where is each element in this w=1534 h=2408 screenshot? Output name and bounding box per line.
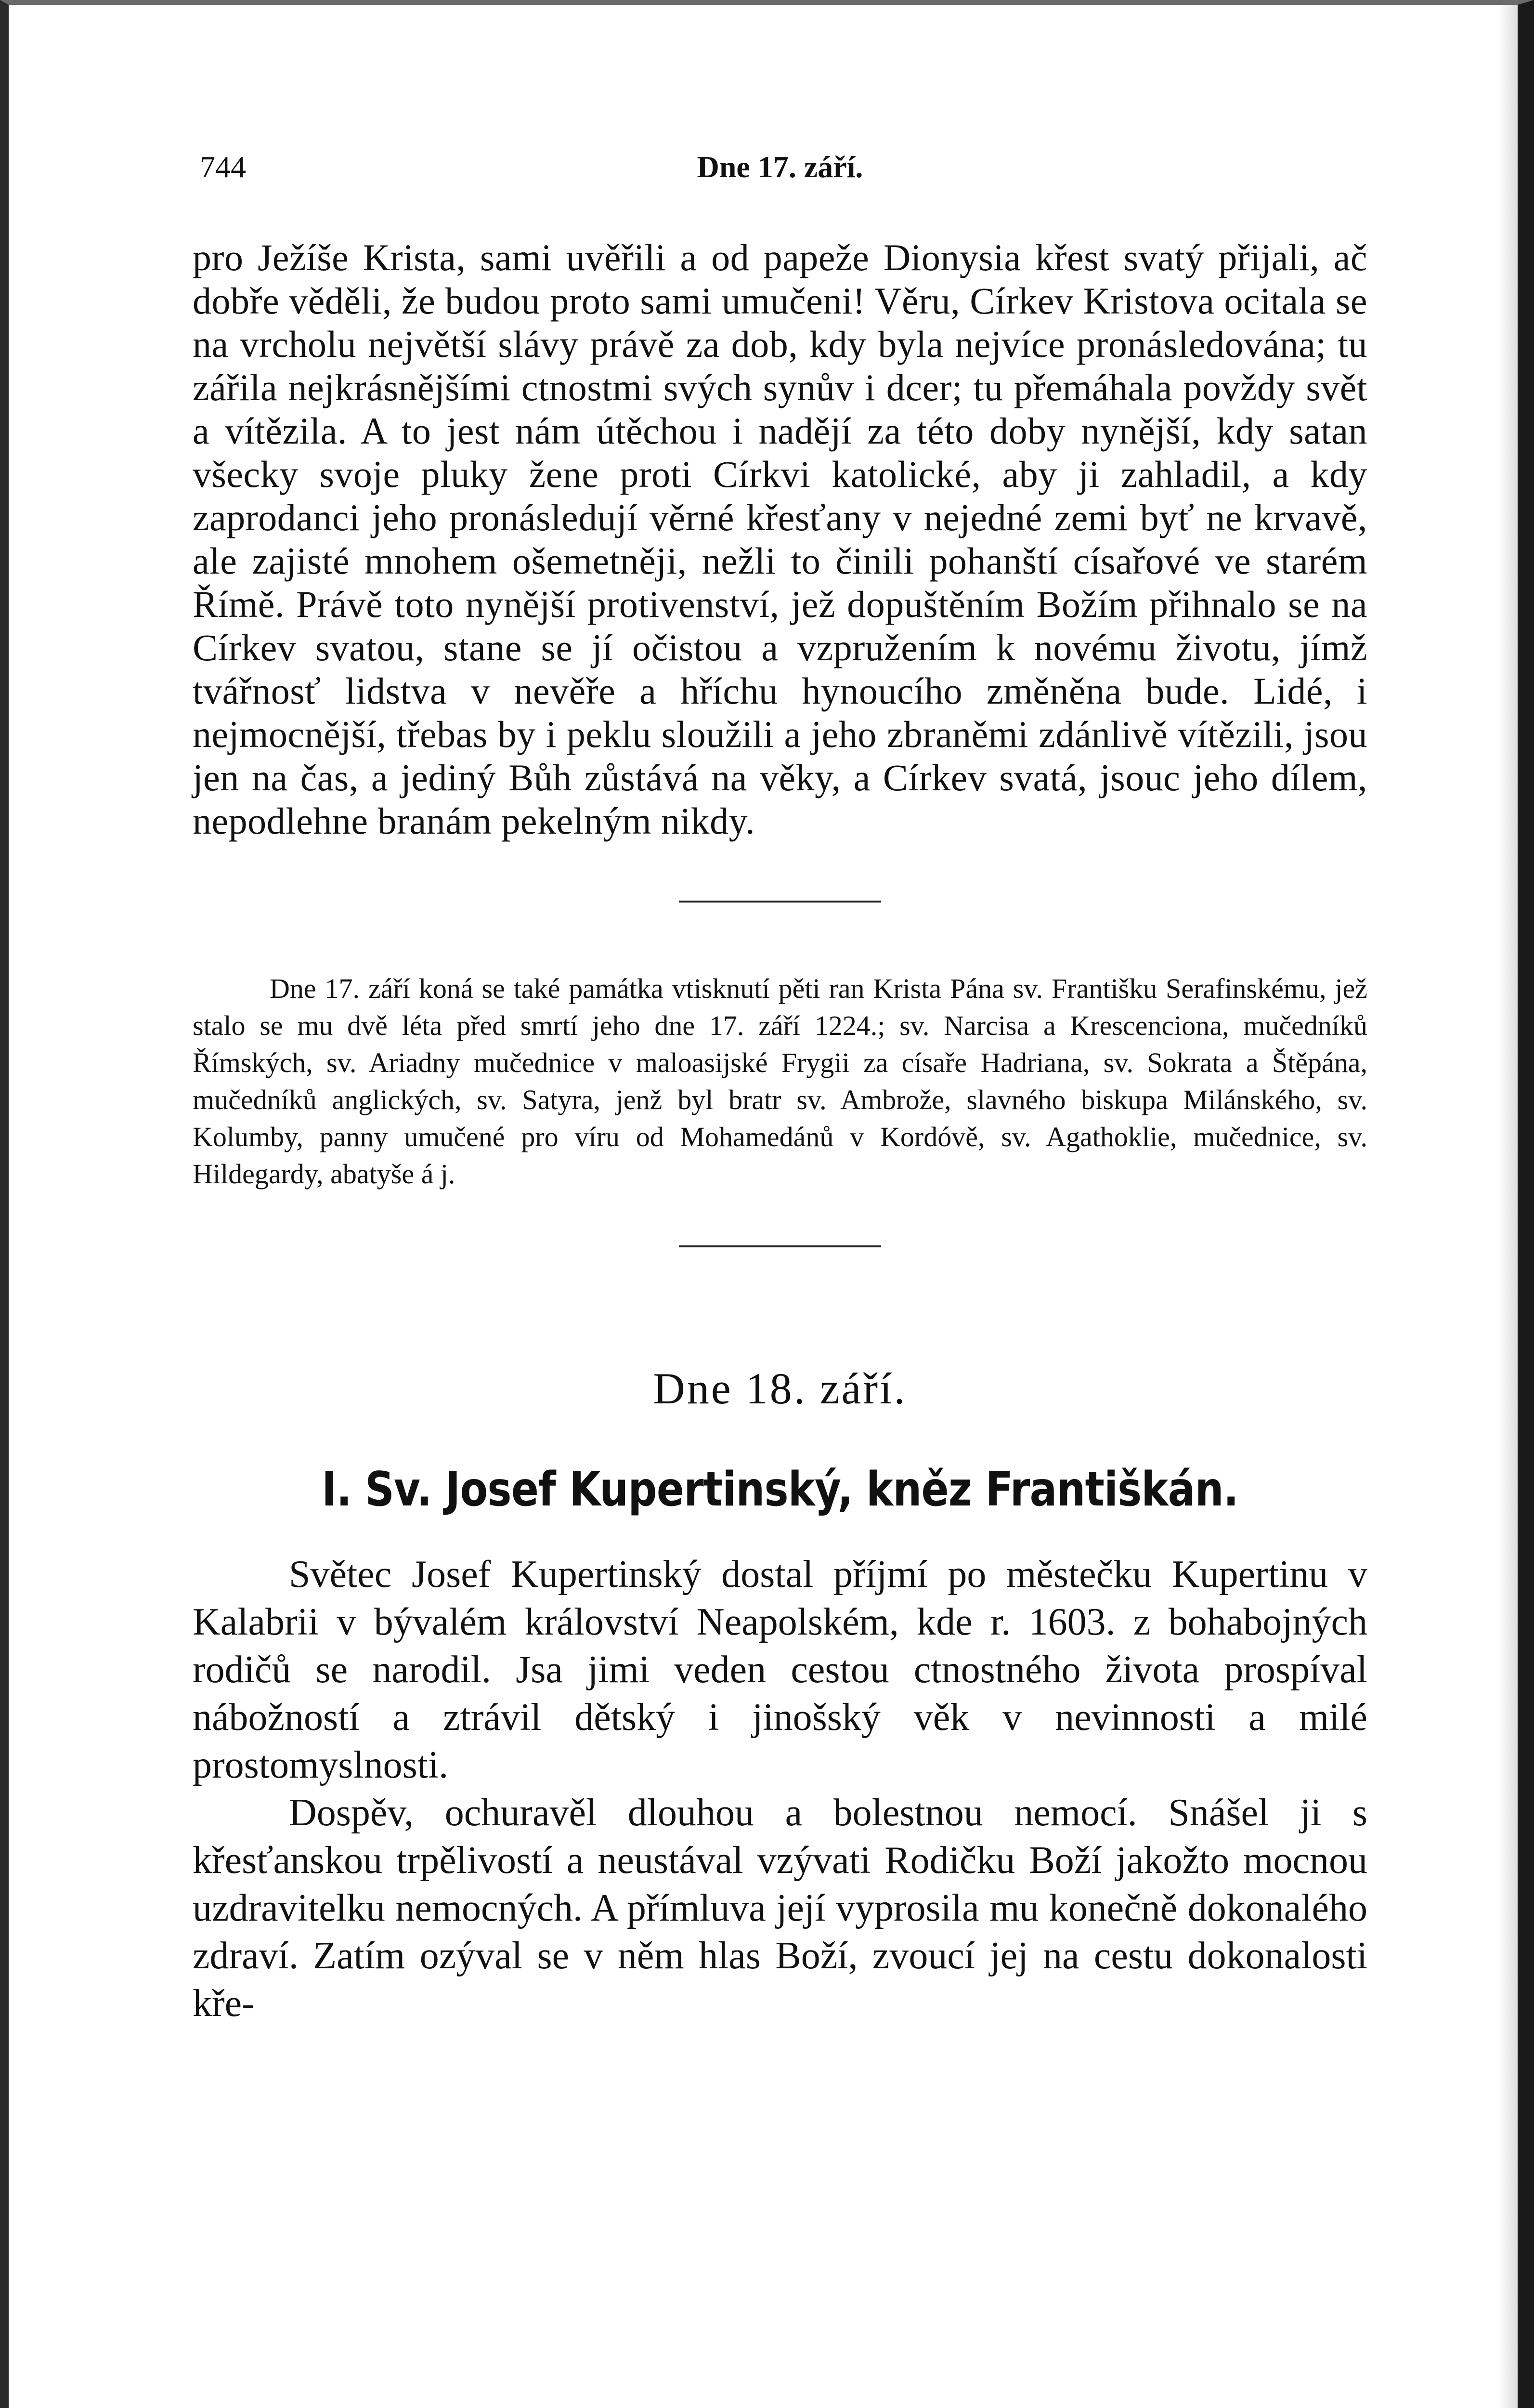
article-paragraph: Světec Josef Kupertinský dostal příjmí po městečku Kupertinu v Kalabrii v bývalém království Neapolském, kde r. 1603. z bohabojných rodičů se narodil. Jsa jimi veden cestou ctnostného života prospíval nábožností a ztrávil dětský i jinošský věk v nevinnosti a milé prostomyslnosti. [193, 1553, 1367, 1786]
day-heading: Dne 18. září. [653, 1364, 907, 1413]
main-text-block [193, 236, 1367, 843]
footnote-commemorations: Dne 17. září koná se také památka vtisknutí pěti ran Krista Pána sv. Františku Serafinskému, jež stalo se mu dvě léta před smrtí jeho dne 17. září 1224.; sv. Narcisa a Krescenciona, mučedníků Římských, sv. Ariadny mučednice v maloasijské Frygii za císaře Hadriana, sv. Sokrata a Štěpána, mučedníků anglických, sv. Satyra, jenž byl bratr sv. Ambrože, slavného biskupa Milánského, sv. Kolumby, panny umučené pro víru od Mohamedánů v Kordóvě, sv. Agathoklie, mučednice, sv. Hildegardy, abatyše á j. [193, 973, 1367, 1190]
page-header [193, 120, 1367, 193]
page-number: 744 [200, 150, 246, 184]
section-divider [679, 1245, 881, 1247]
main-paragraph: pro Ježíše Krista, sami uvěřili a od papeže Dionysia křest svatý přijali, ač dobře věděli, že budou proto sami umučeni! Věru, Církev Kristova ocitala se na vrcholu největší slávy právě za dob, kdy byla nejvíce pronásledována; tu zářila nejkrásnějšími ctnostmi svých synův i dcer; tu přemáhala povždy svět a vítězila. A to jest nám útěchou i nadějí za této doby nynější, kdy satan všecky svoje pluky žene proti Církvi katolické, aby ji zahladil, a kdy zaprodanci jeho pronásledují věrné křesťany v nejedné zemi byť ne krvavě, ale zajisté mnohem ošemetněji, nežli to činili pohanští císařové ve starém Římě. Právě toto nynější protivenství, jež dopuštěním Božím přihnalo se na Církev svatou, stane se jí očistou a vzpružením k novému životu, jímž tvářnosť lidstva v nevěře a hříchu hynoucího změněna bude. Lidé, i nejmocnější, třebas by i peklu sloužili a jeho zbraněmi zdánlivě vítězili, jsou jen na čas, a jediný Bůh zůstává na věky, a Církev svatá, jsouc jeho dílem, nepodlehne branám pekelným nikdy. [193, 236, 1367, 842]
running-head: Dne 17. září. [697, 150, 863, 184]
section-divider [679, 901, 881, 903]
article-title: I. Sv. Josef Kupertinský, kněz Františkán. [322, 1462, 1238, 1517]
article-body [193, 1551, 1367, 2028]
article-paragraph: Dospěv, ochuravěl dlouhou a bolestnou nemocí. Snášel ji s křesťanskou trpělivostí a neustával vzývati Rodičku Boží jakožto mocnou uzdravitelku nemocných. A přímluva její vyprosila mu konečně dokonalého zdraví. Zatím ozýval se v něm hlas Boží, zvoucí jej na cestu dokonalosti kře- [193, 1792, 1367, 2025]
book-page [193, 120, 1367, 2028]
scan-edge-shadow [1498, 0, 1518, 2408]
